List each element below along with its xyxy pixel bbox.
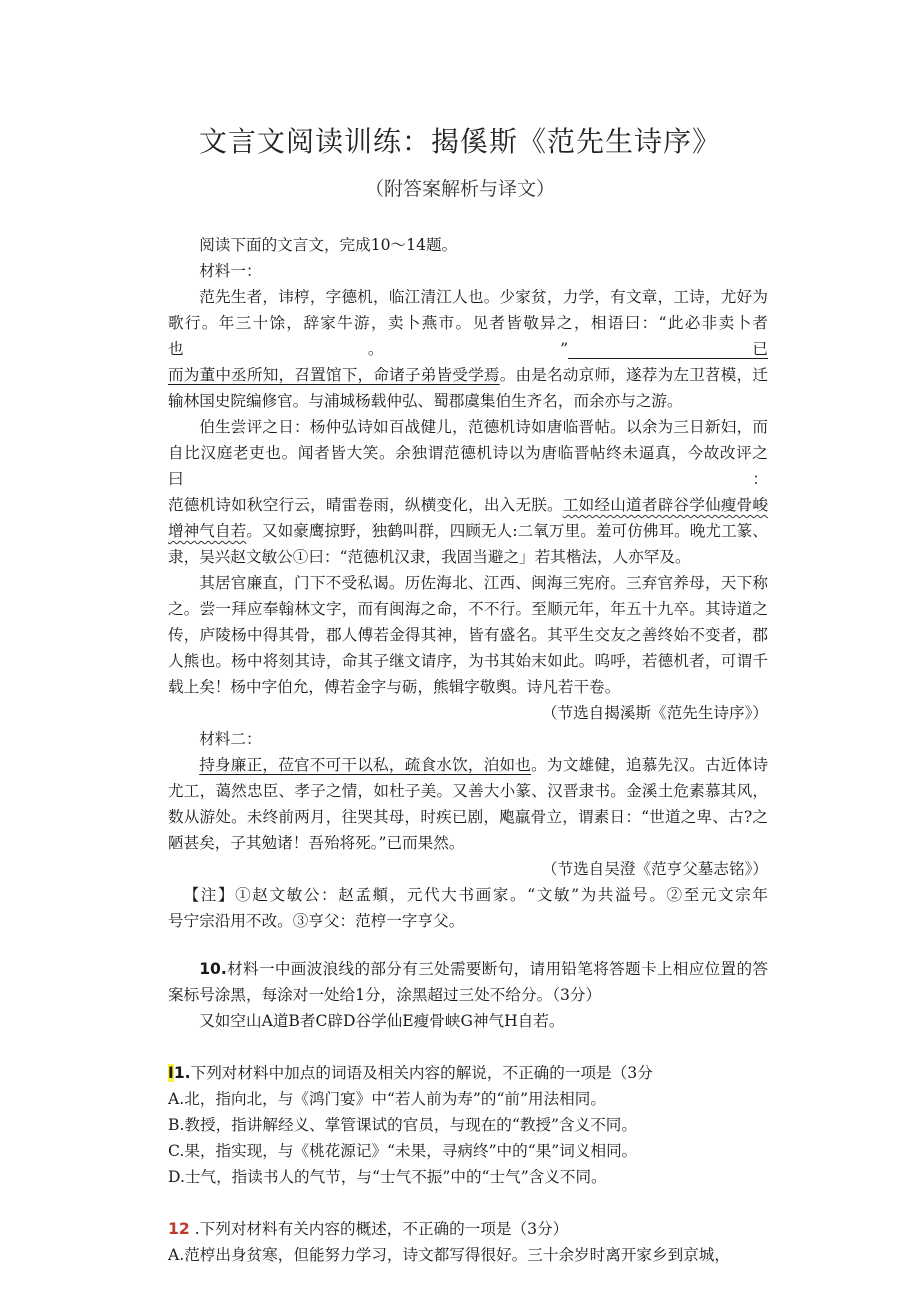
text-line: 范德机诗如秋空行云，晴雷卷雨，纵横变化，出入无朕。工如经山道者辟谷学仙瘦骨峻 [168,496,768,514]
text-line: 12 .下列对材料有关内容的概述，不正确的一项是（3分） [168,1220,569,1238]
text-line: 隶，吴兴赵文敏公①曰：“范德机汉隶，我固当避之」若其楷法，人亦罕及。 [168,548,691,566]
question-11 [168,1060,768,1190]
spacer [168,1190,768,1216]
question-12 [168,1216,768,1268]
highlighted-question-number: I [168,1064,174,1082]
text-line: 歌行。年三十馀，辞家牛游，卖卜燕市。见者皆敬异之，相语曰：“此必非卖卜者也。”已 [168,314,768,358]
material1-source: （节选自揭溪斯《范先生诗序》） [541,704,768,722]
notes [168,882,768,934]
option-d: D.士气，指读书人的气节，与“士气不振”中的“士气”含义不同。 [168,1168,607,1186]
text-line: 【注】①赵文敏公：赵孟頫，元代大书画家。“文敏”为共溢号。②至元文宗年 [183,886,768,904]
underlined-sentence: 而为董中丞所知，召置馆下，命诸子弟皆受学焉 [168,366,500,384]
text-line: 伯生尝评之日：杨仲弘诗如百战健儿，范德机诗如唐临晋帖。以余为三日新妇，而 [199,418,768,436]
material1-paragraph2 [168,414,768,570]
text-line: 10.材料一中画波浪线的部分有三处需要断句，请用铅笔将答题卡上相应位置的答 [199,960,768,978]
wavy-underlined-text: 工如经山道者辟谷学仙瘦骨峻 [562,496,768,514]
question-number: 12 [168,1220,190,1238]
option-b: B.教授，指讲解经义、掌管课试的官员，与现在的“教授”含义不同。 [168,1116,637,1134]
material1-paragraph1 [168,284,768,414]
option-c: C.果，指实现，与《桃花源记》“未果，寻病终”中的“果”词义相同。 [168,1142,638,1160]
text-line: 输林国史院编修官。与浦城杨载仲弘、蜀郡虞集伯生齐名，而余亦与之游。 [168,392,683,410]
option-a: A.北，指向北，与《鸿门宴》中“若人前为寿”的“前”用法相同。 [168,1090,606,1108]
page-title: 文言文阅读训练：揭傒斯《范先生诗序》 [198,125,721,158]
text-line: 号宁宗沿用不改。③亨父：范梈一字亨父。 [168,912,465,930]
material1-paragraph3 [168,570,768,700]
spacer [168,1034,768,1060]
text-line: 陋甚矣，子其勉诸！吾殆将死。”已而果然。 [168,834,465,852]
text-line: 增神气自若。又如豪鹰掠野，独鹤叫群，四顾无人:二氧万里。羞可仿佛耳。晚尤工篆、 [168,522,768,540]
document-body [168,232,768,1268]
wavy-underlined-text: 增神气自若 [168,522,247,540]
text-line: 之。尝一拜应奉翰林文字，而有闽海之命，不不行。至顺元年，年五十九卒。其诗道之 [168,600,768,618]
question-10 [168,956,768,1034]
material2-source: （节选自吴澄《范亨父墓志铭》） [541,860,768,878]
text-line: 其居官廉直，门下不受私谒。历佐海北、江西、闽海三宪府。三弃官养母，天下称 [199,574,768,592]
spacer [168,934,768,956]
text-line: 传，庐陵杨中得其骨，郡人傅若金得其神，皆有盛名。其平生交友之善终始不变者，郡 [168,626,768,644]
question-number: 10. [199,960,227,978]
instruction: 阅读下面的文言文，完成10〜14题。 [199,236,458,254]
text-line: 持身廉正，莅官不可干以私，疏食水饮，泊如也。为文雄健，追慕先汉。古近体诗 [199,756,768,774]
text-line: 人熊也。杨中将刻其诗，命其子继文请序，为书其始末如此。呜呼，若德机者，可谓千 [168,652,768,670]
text-line: 尤工，蔼然忠臣、孝子之情，如杜子美。又善大小篆、汉晋隶书。金溪土危素慕其风， [168,782,768,800]
material1-label: 材料一： [199,262,262,280]
material2-label: 材料二： [199,730,262,748]
question-10-answer: 又如空山A道B者C辟D谷学仙E瘦骨峡G神气H自若。 [199,1012,565,1030]
material2-paragraph [168,752,768,856]
text-line: 数从游处。未终前两月，往哭其母，时疾已剧，飑羸骨立，谓素日：“世道之卑、古?之 [168,808,768,826]
text-line: 案标号涂黑，每涂对一处给1分，涂黑超过三处不给分。（3分） [168,986,602,1004]
text-line: 范先生者，讳梈，字德机，临江清江人也。少家贫，力学，有文章，工诗，尤好为 [199,288,768,306]
text-line: 载上矣！杨中字伯允，傅若金字与砺，熊辑字敬舆。诗凡若干卷。 [168,678,621,696]
option-a: A.范梈出身贫寒，但能努力学习，诗文都写得很好。三十余岁时离开家乡到京城， [168,1246,730,1264]
text-line: 自比汉庭老吏也。闻者皆大笑。余独谓范德机诗以为唐临晋帖终未逼真，今故改评之曰： [168,444,768,488]
text-line: I1.下列对材料中加点的词语及相关内容的解说，不正确的一项是（3分 [168,1064,653,1082]
page-subtitle: （附答案解析与译文） [364,178,555,200]
text-line: 而为董中丞所知，召置馆下，命诸子弟皆受学焉。由是名动京师，遂荐为左卫苕模，迁 [168,366,768,384]
underlined-sentence: 持身廉正，莅官不可干以私，疏食水饮，泊如也 [199,756,532,774]
